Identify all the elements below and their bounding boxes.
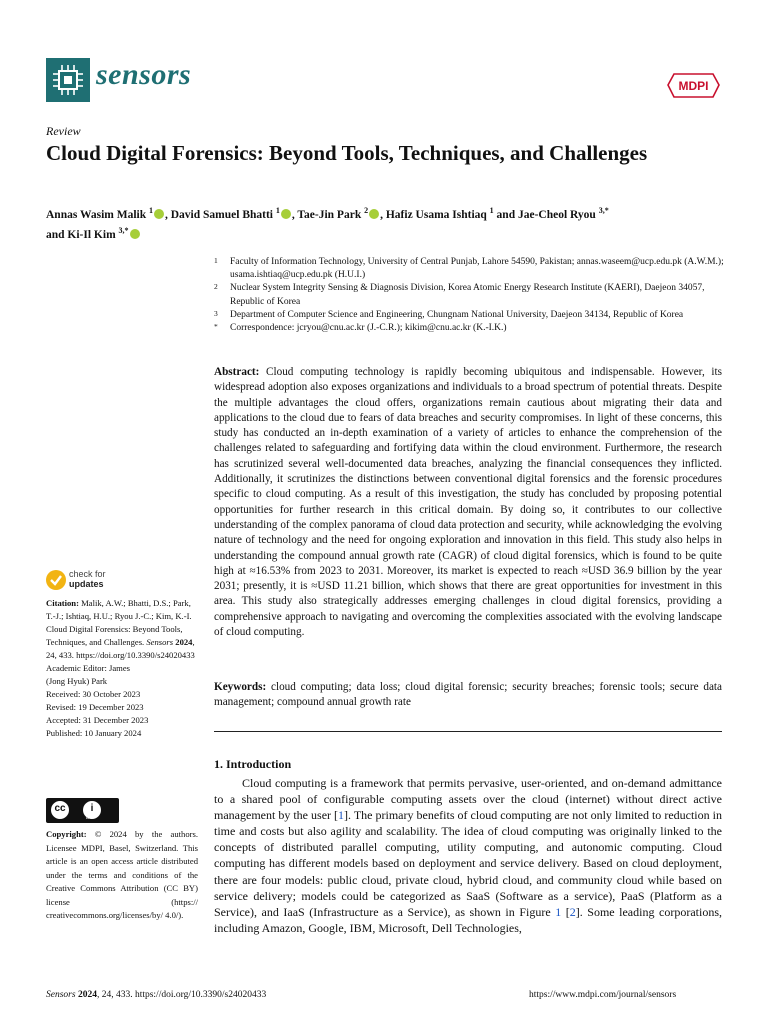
figure-link[interactable]: 1 (555, 904, 562, 919)
affiliation-text: Faculty of Information Technology, University of Central Punjab, Lahore 54590, Pakistan; annas.waseem@ucp.edu.pk (A.W.M.); usama.ishtiaq@ucp.edu.pk (H.U.I.) (230, 257, 724, 281)
affiliation-mark: 2 (214, 282, 218, 292)
check-for-updates-icon[interactable] (46, 570, 66, 590)
check-for-updates-label[interactable]: check for (69, 569, 106, 579)
footer-citation (46, 990, 266, 1000)
copyright-notice (46, 828, 198, 923)
author-conjunction: and (46, 228, 65, 241)
affiliation-item (214, 309, 724, 322)
abstract (214, 365, 722, 640)
citation (46, 597, 196, 662)
author-conjunction: and (496, 208, 516, 221)
citation-label: Citation: (46, 598, 79, 608)
affiliation-mark: 3 (214, 308, 218, 318)
intro-text: ]. The primary benefits of cloud computing are not only limited to reduction in time and costs but also agility and scalability. The idea of cloud computing was originally linked to the concepts of distributed parallel computing, utility computing, and autonomic computing. Cloud computing has different models based on deployment and service delivery. Based on cloud deployment, there are four models: public cloud, private cloud, hybrid cloud, and community cloud while based on service delivery; models could be categorized as SaaS (Software as a service), PaaS (Platform as a Service), and IaaS (Infrastructure as a Service), as shown in Figure (214, 808, 722, 919)
journal-logo (46, 58, 90, 102)
author-name: Annas Wasim Malik (46, 208, 147, 221)
author-name: David Samuel Bhatti (170, 208, 273, 221)
copyright-text: © 2024 by the authors. Licensee MDPI, Basel, Switzerland. This article is an open access article distributed under the terms and conditions of the Creative Commons Attribution (CC BY) license (https:// creativecommons.org/licenses/by/ 4.0/). (46, 829, 198, 920)
affiliation-text: Department of Computer Science and Engineering, Chungnam National University, Daejeon 34134, Republic of Korea (230, 309, 684, 320)
affiliation-mark: 1 (214, 256, 218, 265)
author-name: Ki-Il Kim (67, 228, 116, 241)
keywords-label: Keywords: (214, 681, 267, 693)
author-name: Tae-Jin Park (297, 208, 362, 221)
intro-text: [ (561, 904, 570, 919)
affiliation-item (214, 256, 724, 282)
received-date: Received: 30 October 2023 (46, 689, 141, 699)
orcid-icon[interactable] (130, 229, 140, 239)
affiliation-text: Nuclear System Integrity Sensing & Diagnosis Division, Korea Atomic Energy Research Institute (KAERI), Daejeon 34057, Republic of Korea (230, 283, 705, 307)
footer-journal: Sensors (46, 990, 76, 1000)
publisher-name: MDPI (678, 79, 709, 93)
editor-line: (Jong Hyuk) Park (46, 676, 108, 686)
dates (46, 688, 196, 740)
journal-name: sensors (96, 58, 192, 91)
citation-year: 2024 (175, 637, 193, 647)
author-affiliation-mark: 3,* (118, 225, 129, 235)
intro-heading: 1. Introduction (214, 757, 292, 771)
orcid-icon[interactable] (154, 209, 164, 219)
footer-journal-url[interactable]: https://www.mdpi.com/journal/sensors (529, 990, 677, 1000)
author-list: Annas Wasim Malik $^1$ , David Samuel Bhatti $^1$ , Tae-Jin Park $^2$ , Hafiz Usama Ishtiaq $^1$ and Jae-Cheol Ryou $^{3,*}$ and Ki-Il Kim $^{3,*}$ (46, 206, 609, 241)
author-affiliation-mark: 1 (275, 206, 280, 215)
published-date: Published: 10 January 2024 (46, 728, 142, 738)
copyright-label: Copyright: (46, 829, 87, 839)
publisher-logo (666, 69, 721, 102)
author-affiliation-mark: 3,* (598, 206, 609, 215)
article-type: Review (46, 124, 81, 138)
citation-doi-link[interactable]: https://doi.org/10.3390/s24020433 (76, 650, 195, 660)
citation-volume: , 24, 433. (46, 637, 195, 660)
keywords-text: cloud computing; data loss; cloud digital forensic; security breaches; forensic tools; secure data management; compound annual growth rate (214, 681, 722, 709)
affiliations (214, 256, 724, 335)
abstract-text: Cloud computing technology is rapidly becoming ubiquitous and indispensable. However, its widespread adoption also exposes organizations and individuals to a broad spectrum of potential threats. Despite the multiple advantages the cloud offers, organizations remain cautious about migrating their data and applications to the cloud due to fears of data breaches and security compromises. In light of these concerns, this study has conducted an in-depth examination of a variety of articles to enhance the comprehension of the challenges related to safeguarding and fortifying data within the cloud environment. Furthermore, the research has scrutinized several well-documented data breaches, analyzing the financial consequences they inflicted. Additionally, it scrutinizes the distinctions between conventional digital forensics and the forensic procedures specific to cloud computing. As a result of this investigation, the study has concluded by proposing potential opportunities for further research in this critical domain. By doing so, it contributes to our collective understanding of the complex panorama of cloud data protection and security, while acknowledging the evolving nature of technology and the need for ongoing exploration and innovation in this field. This study also helps in understanding the compound annual growth rate (CAGR) of cloud digital forensics, which is found to be quite high at ≈16.53% from 2023 to 2031. Moreover, its market is expected to reach ≈USD 36.9 billion by the year 2031; presently, it is ≈USD 11.21 billion, which shows that there are great opportunities for investment in this area. This study also strategically addresses emerging challenges in cloud digital forensics, providing a comprehensive approach to navigating and overcoming the complexities associated with the evolving landscape of cloud computing. (214, 366, 722, 639)
orcid-icon[interactable] (369, 209, 379, 219)
affiliation-mark: * (214, 322, 218, 332)
footer-year: 2024 (77, 990, 97, 1000)
author-affiliation-mark: 2 (364, 206, 369, 215)
abstract-label: Abstract: (214, 366, 260, 378)
intro-body (214, 775, 722, 936)
intro-text: ]. Some leading corporations, including Amazon, Google, IBM, Microsoft, Dell Technologies, (214, 904, 722, 935)
citation-journal: Sensors (146, 637, 174, 647)
author-affiliation-mark: 1 (149, 206, 153, 215)
section-divider (214, 731, 722, 732)
cc-by-license-icon[interactable]: cc i BY (46, 798, 119, 823)
check-for-updates-label-2[interactable]: updates (69, 579, 104, 589)
article-sidebar (46, 597, 196, 740)
academic-editor (46, 662, 196, 688)
author-name: Hafiz Usama Ishtiaq (385, 208, 487, 221)
article-title: Cloud Digital Forensics: Beyond Tools, Techniques, and Challenges (46, 141, 648, 165)
editor-line: Academic Editor: James (46, 663, 130, 673)
affiliation-item (214, 322, 724, 335)
affiliation-item (214, 282, 724, 308)
orcid-icon[interactable] (281, 209, 291, 219)
accepted-date: Accepted: 31 December 2023 (46, 715, 149, 725)
keywords (214, 680, 722, 711)
author-affiliation-mark: 1 (489, 206, 494, 215)
reference-link[interactable]: 1 (338, 808, 345, 823)
author-name: Jae-Cheol Ryou (517, 208, 596, 221)
intro-text: Cloud computing is a framework that permits pervasive, user-oriented, and on-demand admittance to a shared pool of configurable computing assets over the cloud (internet) without direct active management by the user [ (214, 776, 722, 823)
revised-date: Revised: 19 December 2023 (46, 702, 144, 712)
cc-by-label: BY (86, 815, 93, 821)
affiliation-text: Correspondence: jcryou@cnu.ac.kr (J.-C.R.); kikim@cnu.ac.kr (K.-I.K.) (230, 323, 507, 334)
citation-text: Malik, A.W.; Bhatti, D.S.; Park, T.-J.; Ishtiaq, H.U.; Ryou J.-C.; Kim, K.-I. Cloud Digital Forensics: Beyond Tools, Techniques, and Challenges. (46, 598, 192, 647)
footer-doi[interactable]: , 24, 433. https://doi.org/10.3390/s24020433 (96, 990, 267, 1000)
reference-link[interactable]: 2 (569, 904, 576, 919)
